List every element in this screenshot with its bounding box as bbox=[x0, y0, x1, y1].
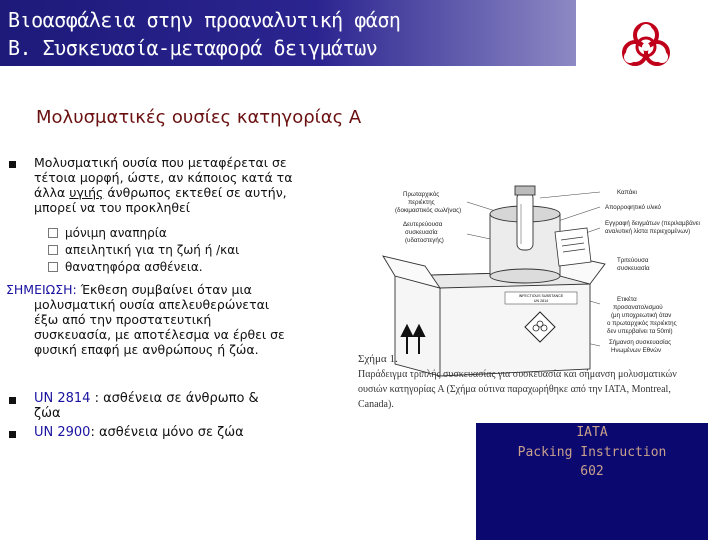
definition-line: τέτοια μορφή, ώστε, αν κάποιος κατά τα bbox=[34, 170, 293, 185]
right-label: αναλυτική λίστα περιεχομένων) bbox=[605, 228, 691, 235]
note-label: ΣΗΜΕΙΩΣΗ: bbox=[6, 282, 77, 297]
note-line: φυσική επαφή με ανθρώπους ή ζώα. bbox=[34, 342, 259, 357]
title-line-1: Βιοασφάλεια στην προαναλυτική φάση bbox=[8, 8, 401, 32]
iata-line: Packing Instruction bbox=[517, 445, 667, 460]
definition-line: μπορεί να του προκληθεί bbox=[34, 200, 191, 215]
left-label: (δοκιμαστικός σωλήνας) bbox=[395, 207, 462, 214]
un-item: UN 2900: ασθένεια μόνο σε ζώα bbox=[34, 425, 244, 440]
right-label: Εγγραφή δειγμάτων (περιλαμβάνει bbox=[605, 220, 700, 227]
sub-item: απειλητική για τη ζωή ή /και bbox=[48, 243, 239, 257]
bullet-marker bbox=[9, 397, 16, 404]
left-label: περιέκτης bbox=[408, 199, 435, 206]
un-code: UN 2814 bbox=[34, 391, 91, 406]
note-line: συσκευασία, με αποτέλεσμα να έρθει σε bbox=[34, 327, 285, 342]
title-banner bbox=[0, 0, 576, 66]
right-label: Σήμανση συσκευασίας bbox=[609, 339, 672, 346]
sub-item: θανατηφόρα ασθένεια. bbox=[48, 260, 203, 274]
right-label: (μη υποχρεωτική όταν bbox=[611, 312, 672, 319]
iata-line: 602 bbox=[580, 464, 604, 479]
un-code: UN 2900 bbox=[34, 425, 91, 440]
left-label: συσκευασία bbox=[405, 229, 438, 236]
definition-line: Μολυσματική ουσία που μεταφέρεται σε bbox=[34, 155, 287, 170]
checkbox-icon bbox=[48, 262, 58, 272]
note-line: ΣΗΜΕΙΩΣΗ: Έκθεση συμβαίνει όταν μια bbox=[6, 282, 252, 297]
bullet-marker bbox=[9, 431, 16, 438]
un-item: UN 2814 : ασθένεια σε άνθρωπο & ζώα bbox=[34, 391, 259, 421]
definition-line: άλλα υγιής άνθρωπος εκτεθεί σε αυτήν, bbox=[34, 185, 287, 200]
right-label: Ετικέτα bbox=[617, 296, 637, 303]
caption-line: ουσιών κατηγορίας Α (Σχήμα ούτινα παραχωρήθηκε από την IATA, Montreal, bbox=[358, 384, 671, 395]
right-label: δεν υπερβαίνει τα 50ml) bbox=[607, 328, 673, 335]
box-label: UN 2814 bbox=[533, 299, 549, 303]
caption-title: Σχήμα 1. bbox=[358, 353, 398, 365]
iata-line: IATA bbox=[576, 425, 608, 440]
right-label: ο πρωταρχικός περιέκτης bbox=[607, 320, 677, 327]
note-block bbox=[6, 282, 336, 357]
left-label: (υδατοστεγής) bbox=[405, 237, 444, 244]
right-label: Καπάκι bbox=[617, 189, 637, 196]
sub-item: μόνιμη αναπηρία bbox=[48, 226, 167, 240]
caption-line: Παράδειγμα τριπλής συσκευασίας για συσκευασία και σήμανση μολυσματικών bbox=[358, 369, 677, 380]
title-line-2: Β. Συσκευασία-μεταφορά δειγμάτων bbox=[8, 36, 378, 60]
right-label: Ηνωμένων Εθνών bbox=[611, 347, 662, 354]
definition-text bbox=[34, 155, 334, 215]
left-label: Πρωταρχικός bbox=[403, 191, 440, 198]
right-label: προσανατολισμού bbox=[613, 304, 663, 311]
left-label: Δευτερεύουσα bbox=[403, 221, 443, 228]
right-label: συσκευασία bbox=[617, 265, 650, 272]
checkbox-icon bbox=[48, 228, 58, 238]
biohazard-icon bbox=[616, 18, 676, 72]
iata-box bbox=[476, 423, 708, 540]
caption-line: Canada). bbox=[358, 399, 394, 410]
bullet-marker bbox=[9, 161, 16, 168]
checkbox-icon bbox=[48, 245, 58, 255]
box-label: INFECTIOUS SUBSTANCE bbox=[518, 294, 564, 298]
note-line: μολυσματική ουσία απελευθερώνεται bbox=[34, 297, 270, 312]
note-line: έξω από την προστατευτική bbox=[34, 312, 212, 327]
underlined-word: υγιής bbox=[69, 185, 104, 200]
section-title: Μολυσματικές ουσίες κατηγορίας Α bbox=[36, 107, 362, 128]
right-label: Απορροφητικό υλικό bbox=[605, 204, 661, 211]
figure-caption bbox=[358, 352, 708, 412]
right-label: Τριτεύουσα bbox=[617, 257, 649, 264]
